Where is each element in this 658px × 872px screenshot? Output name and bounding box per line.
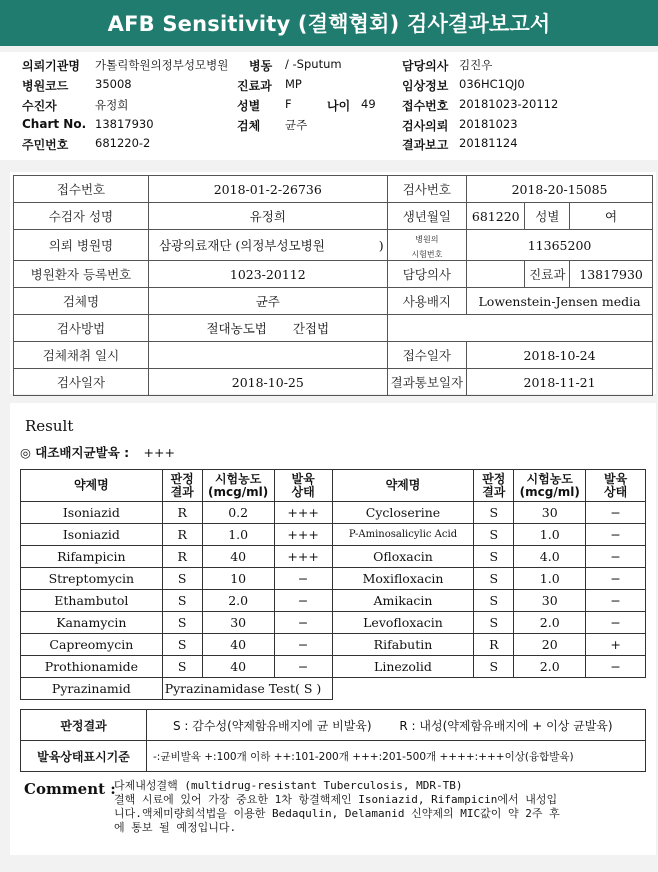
dob-cell-label: 생년월일 bbox=[387, 203, 466, 230]
control-growth-label: ◎ 대조배지균발육 : bbox=[20, 445, 130, 460]
doctor-cell-label: 담당의사 bbox=[387, 261, 466, 288]
resident-no-label: 주민번호 bbox=[22, 138, 69, 152]
drug-conc: 2.0 bbox=[514, 656, 586, 678]
specimen-cell-label: 검체명 bbox=[14, 288, 149, 315]
table-row bbox=[21, 741, 646, 772]
growth-legend-label: 발육상태표시기준 bbox=[21, 741, 147, 772]
ward-label: 병동 bbox=[249, 59, 273, 73]
result-panel bbox=[10, 403, 656, 855]
col-conc-right bbox=[514, 470, 586, 502]
medium-cell-label: 사용배지 bbox=[387, 288, 466, 315]
drug-name: Capreomycin bbox=[21, 634, 163, 656]
drug-conc: 40 bbox=[202, 656, 274, 678]
drug-growth: − bbox=[586, 568, 646, 590]
drug-growth: − bbox=[586, 656, 646, 678]
drug-name: Rifampicin bbox=[21, 546, 163, 568]
drug-result: S bbox=[474, 590, 514, 612]
table-row bbox=[21, 710, 646, 741]
drug-result: S bbox=[474, 546, 514, 568]
drug-conc: 1.0 bbox=[514, 568, 586, 590]
department-label: 진료과 bbox=[237, 79, 272, 93]
drug-name: Isoniazid bbox=[21, 524, 163, 546]
hospital-code-value: 35008 bbox=[95, 77, 132, 91]
drug-conc: 40 bbox=[202, 546, 274, 568]
institution-label: 의뢰기관명 bbox=[22, 59, 80, 73]
sex-value: F bbox=[285, 97, 292, 111]
age-label: 나이 bbox=[327, 99, 351, 113]
drug-conc: 30 bbox=[514, 590, 586, 612]
table-row bbox=[14, 315, 653, 342]
method-absolute: 절대농도법 bbox=[206, 321, 267, 336]
col-conc-1: 시험농도 bbox=[526, 471, 573, 486]
drug-result: S bbox=[474, 502, 514, 524]
susceptibility-table bbox=[20, 469, 646, 700]
receipt-no-label: 접수번호 bbox=[402, 99, 449, 113]
test-date-cell: 2018-10-25 bbox=[148, 369, 387, 396]
comment-line: 에 통보 될 예정입니다. bbox=[114, 821, 237, 834]
col-drug-right: 약제명 bbox=[332, 470, 474, 502]
drug-growth: − bbox=[274, 634, 332, 656]
report-title: AFB Sensitivity (결핵협회) 검사결과보고서 bbox=[0, 0, 658, 46]
drug-growth: − bbox=[586, 612, 646, 634]
table-header-row bbox=[21, 470, 646, 502]
specimen-cell: 균주 bbox=[148, 288, 387, 315]
drug-conc: 1.0 bbox=[202, 524, 274, 546]
doctor-label: 담당의사 bbox=[402, 59, 449, 73]
drug-conc: 30 bbox=[514, 502, 586, 524]
hospital-code-cell: 11365200 bbox=[467, 230, 653, 261]
drug-growth: − bbox=[274, 612, 332, 634]
drug-name: Streptomycin bbox=[21, 568, 163, 590]
report-date-value: 20181124 bbox=[459, 136, 518, 150]
table-row bbox=[14, 230, 653, 261]
notify-date-cell: 2018-11-21 bbox=[467, 369, 653, 396]
drug-growth: +++ bbox=[274, 546, 332, 568]
hospital-cell-label: 의뢰 병원명 bbox=[14, 230, 149, 261]
test-request-label: 검사의뢰 bbox=[402, 119, 449, 133]
pyrazinamidase-test: Pyrazinamidase Test( S ) bbox=[162, 678, 332, 700]
drug-growth: +++ bbox=[274, 524, 332, 546]
col-judgement-2: 결과 bbox=[482, 484, 506, 499]
control-growth-value: +++ bbox=[143, 445, 175, 460]
drug-result: S bbox=[162, 590, 202, 612]
col-growth-1: 발육 bbox=[291, 471, 315, 486]
drug-conc: 10 bbox=[202, 568, 274, 590]
col-conc-2: (mcg/ml) bbox=[519, 484, 580, 499]
table-row bbox=[21, 590, 646, 612]
drug-result: R bbox=[474, 634, 514, 656]
hospital-cell bbox=[148, 230, 387, 261]
collect-cell-label: 검체채취 일시 bbox=[14, 342, 149, 369]
table-row bbox=[14, 342, 653, 369]
table-row bbox=[21, 546, 646, 568]
table-row bbox=[14, 288, 653, 315]
drug-growth: +++ bbox=[274, 502, 332, 524]
age-value: 49 bbox=[361, 97, 376, 111]
hospital-name: 삼광의료재단 (의정부성모병원 bbox=[158, 238, 325, 253]
drug-growth: + bbox=[586, 634, 646, 656]
test-request-value: 20181023 bbox=[459, 117, 518, 131]
drug-result: S bbox=[474, 568, 514, 590]
dept-cell: 13817930 bbox=[570, 261, 653, 288]
col-growth-left bbox=[274, 470, 332, 502]
hospital-code-label-1: 병원의 bbox=[415, 235, 439, 244]
receipt-date-cell-label: 접수일자 bbox=[387, 342, 466, 369]
drug-conc: 2.0 bbox=[202, 590, 274, 612]
sex-cell: 여 bbox=[570, 203, 653, 230]
table-row bbox=[21, 656, 646, 678]
receipt-no-cell: 2018-01-2-26736 bbox=[148, 176, 387, 203]
test-no-cell: 2018-20-15085 bbox=[467, 176, 653, 203]
patient-cell-label: 수검자 성명 bbox=[14, 203, 149, 230]
test-no-cell-label: 검사번호 bbox=[387, 176, 466, 203]
table-row bbox=[14, 203, 653, 230]
notify-date-cell-label: 결과통보일자 bbox=[387, 369, 466, 396]
drug-growth: − bbox=[586, 502, 646, 524]
drug-conc: 30 bbox=[202, 612, 274, 634]
table-row bbox=[21, 678, 646, 700]
drug-growth: − bbox=[274, 590, 332, 612]
table-row bbox=[21, 502, 646, 524]
drug-name: Levofloxacin bbox=[332, 612, 474, 634]
col-conc-2: (mcg/ml) bbox=[208, 484, 269, 499]
empty-cell bbox=[332, 678, 645, 700]
col-judgement-left bbox=[162, 470, 202, 502]
table-row bbox=[21, 634, 646, 656]
specimen-info-panel bbox=[10, 172, 656, 394]
empty-cell bbox=[387, 315, 652, 342]
reg-no-cell: 1023-20112 bbox=[148, 261, 387, 288]
col-drug-left: 약제명 bbox=[21, 470, 163, 502]
collect-cell bbox=[148, 342, 387, 369]
method-cell bbox=[148, 315, 387, 342]
drug-growth: − bbox=[586, 546, 646, 568]
drug-conc: 20 bbox=[514, 634, 586, 656]
table-row bbox=[21, 568, 646, 590]
drug-result: S bbox=[162, 634, 202, 656]
reg-no-cell-label: 병원환자 등록번호 bbox=[14, 261, 149, 288]
drug-name: Linezolid bbox=[332, 656, 474, 678]
report-header-info bbox=[0, 52, 658, 160]
drug-conc: 4.0 bbox=[514, 546, 586, 568]
drug-growth: − bbox=[586, 524, 646, 546]
col-judgement-1: 판정 bbox=[482, 471, 506, 486]
drug-result: S bbox=[474, 524, 514, 546]
col-judgement-1: 판정 bbox=[170, 471, 194, 486]
drug-growth: − bbox=[586, 590, 646, 612]
drug-name: Amikacin bbox=[332, 590, 474, 612]
drug-result: S bbox=[474, 612, 514, 634]
method-cell-label: 검사방법 bbox=[14, 315, 149, 342]
col-judgement-right bbox=[474, 470, 514, 502]
patient-value: 유정희 bbox=[95, 98, 129, 112]
comment-label: Comment : bbox=[24, 780, 116, 798]
drug-result: S bbox=[162, 568, 202, 590]
col-growth-2: 상태 bbox=[604, 484, 628, 499]
col-growth-right bbox=[586, 470, 646, 502]
comment-text bbox=[114, 779, 644, 835]
sex-label: 성별 bbox=[237, 99, 261, 113]
drug-name: Rifabutin bbox=[332, 634, 474, 656]
drug-name: Pyrazinamid bbox=[21, 678, 163, 700]
col-conc-left bbox=[202, 470, 274, 502]
hospital-code-label-2: 시험번호 bbox=[411, 250, 443, 259]
receipt-no-cell-label: 접수번호 bbox=[14, 176, 149, 203]
drug-result: R bbox=[162, 524, 202, 546]
sex-cell-label: 성별 bbox=[525, 203, 570, 230]
drug-name: Isoniazid bbox=[21, 502, 163, 524]
drug-growth: − bbox=[274, 568, 332, 590]
dob-cell: 681220 bbox=[467, 203, 525, 230]
specimen-info-table bbox=[13, 175, 653, 396]
table-row bbox=[21, 524, 646, 546]
drug-name: Cycloserine bbox=[332, 502, 474, 524]
judgement-legend-label: 판정결과 bbox=[21, 710, 147, 741]
drug-result: R bbox=[162, 502, 202, 524]
comment-line: 니다.액체미량희석법을 이용한 Bedaqulin, Delamanid 신약제의 MIC값이 약 2주 후 bbox=[114, 807, 560, 820]
patient-label: 수진자 bbox=[22, 99, 57, 113]
institution-value: 가톨릭학원의정부성모병원 bbox=[95, 58, 229, 72]
growth-legend: -:균비발육 +:100개 이하 ++:101-200개 +++:201-500개 ++++:+++이상(융합발육) bbox=[147, 741, 646, 772]
drug-result: S bbox=[162, 612, 202, 634]
drug-name: Ofloxacin bbox=[332, 546, 474, 568]
drug-name: Kanamycin bbox=[21, 612, 163, 634]
col-growth-2: 상태 bbox=[291, 484, 315, 499]
comment-line: 결핵 시료에 있어 가장 중요한 1차 항결핵제인 Isoniazid, Rifampicin에서 내성입 bbox=[114, 793, 558, 806]
control-growth bbox=[20, 443, 175, 461]
report-date-label: 결과보고 bbox=[402, 138, 449, 152]
hospital-code-cell-label bbox=[387, 230, 466, 261]
table-row bbox=[14, 369, 653, 396]
drug-conc: 2.0 bbox=[514, 612, 586, 634]
receipt-no-value: 20181023-20112 bbox=[459, 97, 559, 111]
drug-name: Prothionamide bbox=[21, 656, 163, 678]
chart-no-value: 13817930 bbox=[95, 117, 154, 131]
col-growth-1: 발육 bbox=[604, 471, 628, 486]
hospital-name-close: ) bbox=[378, 238, 384, 253]
drug-result: R bbox=[162, 546, 202, 568]
drug-name: Moxifloxacin bbox=[332, 568, 474, 590]
col-judgement-2: 결과 bbox=[170, 484, 194, 499]
method-indirect: 간접법 bbox=[292, 321, 330, 336]
dept-cell-label: 진료과 bbox=[525, 261, 570, 288]
drug-name: Ethambutol bbox=[21, 590, 163, 612]
drug-conc: 0.2 bbox=[202, 502, 274, 524]
comment-line: 다제내성결핵 (multidrug-resistant Tuberculosis, MDR-TB) bbox=[114, 779, 463, 792]
patient-cell: 유정희 bbox=[148, 203, 387, 230]
clinical-info-label: 임상정보 bbox=[402, 79, 449, 93]
medium-cell: Lowenstein-Jensen media bbox=[467, 288, 653, 315]
table-row bbox=[14, 176, 653, 203]
department-value: MP bbox=[285, 77, 302, 91]
chart-no-label: Chart No. bbox=[22, 117, 87, 131]
specimen-label: 검체 bbox=[237, 119, 261, 133]
resident-no-value: 681220-2 bbox=[95, 136, 151, 150]
table-row bbox=[21, 612, 646, 634]
drug-conc: 1.0 bbox=[514, 524, 586, 546]
judgement-legend-s: S : 감수성(약제함유배지에 균 비발육) bbox=[173, 718, 372, 733]
drug-conc: 40 bbox=[202, 634, 274, 656]
doctor-cell bbox=[467, 261, 525, 288]
judgement-legend-r: R : 내성(약제함유배지에 + 이상 균발육) bbox=[399, 718, 613, 733]
specimen-value: 균주 bbox=[285, 118, 308, 132]
receipt-date-cell: 2018-10-24 bbox=[467, 342, 653, 369]
legend-table bbox=[20, 709, 646, 772]
test-date-cell-label: 검사일자 bbox=[14, 369, 149, 396]
clinical-info-value: 036HC1QJ0 bbox=[459, 77, 525, 91]
judgement-legend bbox=[147, 710, 646, 741]
doctor-value: 김진우 bbox=[459, 58, 493, 72]
drug-growth: − bbox=[274, 656, 332, 678]
ward-value: / -Sputum bbox=[285, 57, 342, 71]
table-row bbox=[14, 261, 653, 288]
drug-name: P-Aminosalicylic Acid bbox=[332, 524, 474, 546]
drug-result: S bbox=[474, 656, 514, 678]
col-conc-1: 시험농도 bbox=[214, 471, 262, 486]
drug-result: S bbox=[162, 656, 202, 678]
hospital-code-label: 병원코드 bbox=[22, 79, 69, 93]
result-heading: Result bbox=[25, 417, 74, 435]
